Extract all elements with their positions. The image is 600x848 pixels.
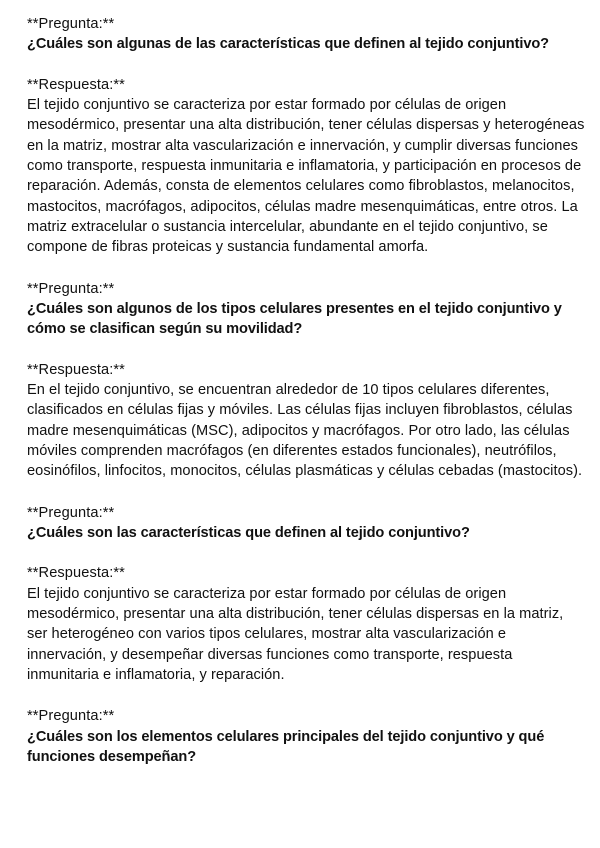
question-label: **Pregunta:** xyxy=(27,708,115,725)
answer-text: En el tejido conjuntivo, se encuentran alrededor de 10 tipos celulares diferentes, clasificados en células fijas y móviles. Las células fijas incluyen fibroblastos, células madre mesenquimáticas (MSC), adipocitos y macrófagos. Por otro lado, las células móviles comprenden macrófagos (en diferentes estados funcionales), neutrófilos, eosinófilos, linfocitos, monocitos, células plasmáticas y células cebadas (mastocitos). xyxy=(27,382,583,480)
question-text: ¿Cuáles son algunos de los tipos celulares presentes en el tejido conjuntivo y cómo se clasifican según su movilidad? xyxy=(27,300,562,338)
answer-label: **Respuesta:** xyxy=(27,565,125,582)
answer-label: **Respuesta:** xyxy=(27,76,125,93)
question-label: **Pregunta:** xyxy=(27,16,115,32)
qa-block-3 xyxy=(27,503,587,686)
answer-label: **Respuesta:** xyxy=(27,361,125,378)
qa-block-4 xyxy=(27,706,587,767)
answer-text: El tejido conjuntivo se caracteriza por estar formado por células de origen mesodérmico, presentar una alta distribución, tener células dispersas en la matriz, ser heterogéneo con varios tipos celulares, mostrar alta vascularización e innervación, y desempeñar diversas funciones como transporte, respuesta inmunitaria e inflamatoria, y reparación. xyxy=(27,585,564,683)
question-label: **Pregunta:** xyxy=(27,280,115,297)
question-text: ¿Cuáles son algunas de las características que definen al tejido conjuntivo? xyxy=(27,36,549,53)
answer-text: El tejido conjuntivo se caracteriza por estar formado por células de origen mesodérmico, presentar una alta distribución, tener células dispersas y heterogéneas en la matriz, mostrar alta vascularización e innervación, y cumplir diversas funciones como transporte, respuesta inmunitaria e inflamatoria, y participación en procesos de reparación. Además, consta de elementos celulares como fibroblastos, melanocitos, mastocitos, macrófagos, adipocitos, células madre mesenquimáticas, entre otros. La matriz extracelular o sustancia intercelular, abundante en el tejido conjuntivo, se compone de fibras proteicas y sustancia fundamental amorfa. xyxy=(27,97,585,256)
question-text: ¿Cuáles son los elementos celulares principales del tejido conjuntivo y qué funciones desempeñan? xyxy=(27,728,545,765)
question-text: ¿Cuáles son las características que definen al tejido conjuntivo? xyxy=(27,524,470,541)
document-page xyxy=(27,14,587,788)
qa-block-2 xyxy=(27,279,587,482)
question-label: **Pregunta:** xyxy=(27,504,115,521)
qa-block-1 xyxy=(27,14,587,258)
